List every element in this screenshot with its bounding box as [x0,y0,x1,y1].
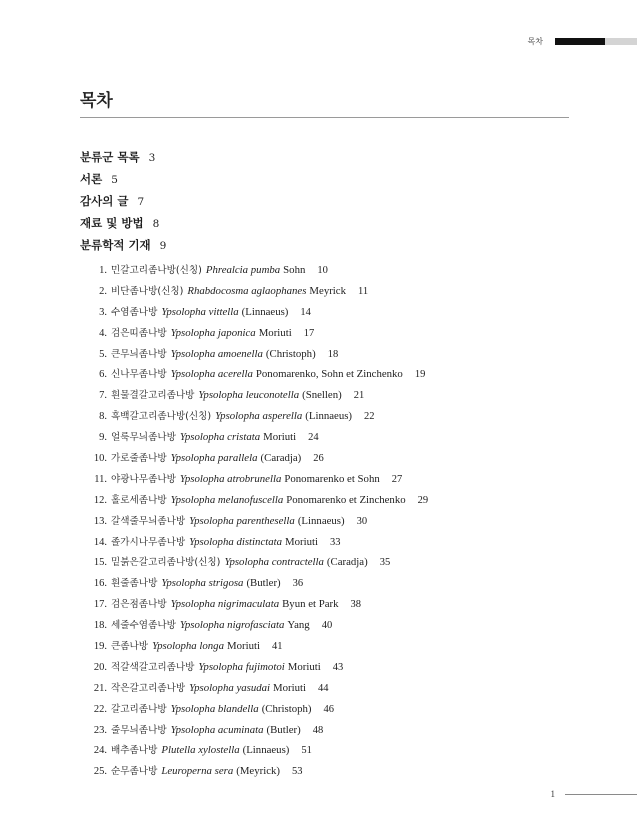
entry-author: Moriuti [287,660,321,673]
entry-scientific-name: Ypsolopha vittella [161,305,239,318]
running-header-label: 목차 [527,36,543,46]
entry-scientific-name: Ypsolopha amoenella [170,347,263,360]
entry-scientific-name: Ypsolopha japonica [170,326,256,339]
page-title: 목차 [80,91,113,111]
entry-page: 35 [379,557,391,569]
toc-entry[interactable] [80,699,580,720]
toc-entry[interactable] [80,761,580,782]
toc-entry[interactable] [80,615,580,636]
entry-page: 46 [323,703,334,715]
toc-section[interactable] [80,168,580,190]
entry-korean-name: 졸가시나무좀나방 [111,536,186,548]
toc-section[interactable] [80,146,580,168]
toc-section-title: 서론 [80,172,103,186]
entry-page: 19 [414,369,426,381]
entry-scientific-name: Ypsolopha parallela [170,452,258,465]
toc-entry[interactable] [80,448,580,469]
entry-korean-name: 배추좀나방 [111,745,158,757]
entry-korean-name: 홀로세좀나방 [111,494,167,506]
entry-number: 25. [93,766,107,778]
header-bar-light [605,38,637,45]
toc-section-title: 분류군 목록 [80,150,140,164]
toc-entry[interactable] [80,469,580,490]
toc-section-title: 재료 및 방법 [80,216,144,230]
entry-author: (Christoph) [261,702,312,715]
entry-author: (Linnaeus) [241,305,289,318]
entry-number: 12. [93,494,107,506]
entry-author: (Meyrick) [236,765,281,778]
toc-entry[interactable] [80,427,580,448]
entry-author: Moriuti [273,681,307,694]
entry-author: Ponomarenko et Sohn [284,472,380,485]
entry-author: (Linnaeus) [297,514,345,527]
toc-entry[interactable] [80,720,580,741]
entry-author: Sohn [283,264,306,276]
entry-number: 11. [94,473,107,485]
entry-author: Byun et Park [282,598,339,611]
entry-author: Moriuti [285,535,319,548]
entry-korean-name: 줄무늬좀나방 [111,724,167,736]
entry-page: 40 [321,620,333,632]
toc-entry[interactable] [80,678,580,699]
entry-author: (Snellen) [302,389,342,402]
entry-scientific-name: Ypsolopha melanofuscella [170,493,284,506]
entry-scientific-name: Ypsolopha strigosa [161,577,244,590]
toc-entry[interactable] [80,552,580,573]
toc-entry[interactable] [80,260,580,281]
toc-section-title: 분류학적 기재 [80,238,151,252]
entry-scientific-name: Ypsolopha atrobrunella [179,472,282,485]
table-of-contents [80,146,580,782]
entry-korean-name: 밑붉은갈고리좀나방(신칭) [111,557,221,569]
entry-author: Ponomarenko, Sohn et Zinchenko [255,368,403,381]
entry-page: 38 [350,599,361,611]
toc-entry[interactable] [80,344,580,365]
toc-sections [80,146,580,256]
entry-number: 10. [93,453,107,465]
entry-number: 21. [93,682,107,694]
entry-korean-name: 흰물결갈고리좀나방 [111,390,195,402]
entry-number: 3. [99,306,107,318]
entry-scientific-name: Rhabdocosma aglaophanes [187,284,307,297]
entry-number: 20. [93,661,107,673]
page-number: 1 [550,789,555,799]
entry-korean-name: 흑백갈고리좀나방(신칭) [111,411,212,423]
toc-section[interactable] [80,212,580,234]
entry-number: 18. [93,620,107,632]
entry-korean-name: 야광나무좀나방 [111,473,176,485]
entry-page: 10 [317,265,328,276]
toc-section-page: 7 [137,196,145,208]
entry-number: 22. [93,703,107,715]
entry-korean-name: 얼룩무늬좀나방 [111,432,176,444]
entry-korean-name: 갈색줄무늬좀나방 [111,515,186,527]
entry-page: 17 [303,327,315,339]
entry-scientific-name: Ypsolopha longa [152,640,224,653]
entry-author: (Caradja) [326,556,368,569]
entry-page: 26 [313,453,324,465]
entry-scientific-name: Ypsolopha fujimotoi [198,660,285,673]
entry-korean-name: 세줄수염좀나방 [111,620,176,632]
entry-author: Yang [287,619,310,632]
entry-korean-name: 순무좀나방 [111,766,158,778]
entry-scientific-name: Ypsolopha blandella [170,702,259,715]
toc-entry[interactable] [80,385,580,406]
entry-korean-name: 수염좀나방 [111,306,158,318]
entry-page: 22 [364,411,375,423]
toc-section[interactable] [80,190,580,212]
entry-number: 17. [93,599,107,611]
toc-section-page: 8 [152,218,160,230]
entry-author: (Linnaeus) [305,410,353,423]
toc-entry[interactable] [80,511,580,532]
entry-author: (Christoph) [265,347,316,360]
entry-page: 24 [308,432,319,444]
toc-section-page: 3 [148,152,156,164]
title-divider [80,117,569,118]
toc-entries [80,260,580,782]
entry-scientific-name: Ypsolopha asperella [215,410,303,423]
entry-scientific-name: Ypsolopha leuconotella [198,389,300,402]
entry-page: 44 [318,682,329,694]
entry-korean-name: 큰무늬좀나방 [111,348,167,360]
entry-page: 36 [292,578,304,590]
entry-scientific-name: Ypsolopha acerella [170,368,253,381]
footer-rule [565,794,637,795]
entry-author: Moriuti [226,640,260,653]
entry-page: 43 [332,661,344,673]
toc-section-page: 5 [111,174,118,186]
entry-korean-name: 신나무좀나방 [111,369,167,381]
entry-page: 14 [300,306,311,318]
header-bar-dark [555,38,605,45]
entry-scientific-name: Ypsolopha acuminata [170,723,264,736]
entry-number: 16. [93,578,107,590]
entry-author: (Butler) [246,577,281,590]
entry-page: 53 [292,766,303,778]
entry-korean-name: 작은갈고리좀나방 [111,682,186,694]
entry-scientific-name: Ypsolopha cristata [179,431,261,444]
entry-author: (Linnaeus) [242,744,290,757]
entry-scientific-name: Ypsolopha yasudai [189,681,271,694]
page-footer [551,789,637,799]
entry-scientific-name: Ypsolopha distinctata [189,535,283,548]
entry-author: (Butler) [266,723,301,736]
entry-number: 9. [99,432,107,444]
entry-korean-name: 갈고리좀나방 [111,703,167,715]
toc-section-page: 9 [159,240,167,252]
entry-korean-name: 검은띠좀나방 [111,327,167,339]
entry-number: 23. [93,724,107,736]
running-header [528,36,637,46]
toc-entry[interactable] [80,323,580,344]
toc-entry[interactable] [80,594,580,615]
entry-scientific-name: Ypsolopha parenthesella [189,514,295,527]
entry-number: 8. [99,411,107,423]
entry-number: 19. [93,641,107,653]
toc-entry[interactable] [80,302,580,323]
entry-korean-name: 큰좀나방 [111,641,149,653]
entry-scientific-name: Ypsolopha nigrimaculata [170,598,280,611]
entry-page: 29 [417,494,429,506]
entry-page: 51 [301,745,312,757]
toc-section[interactable] [80,234,580,256]
entry-scientific-name: Leuroperna sera [161,765,234,778]
entry-korean-name: 흰줄좀나방 [111,578,158,590]
entry-scientific-name: Plutella xylostella [161,744,240,757]
toc-entry[interactable] [80,406,580,427]
toc-entry[interactable] [80,532,580,553]
entry-page: 48 [312,724,324,736]
entry-author: Meyrick [309,284,346,297]
toc-entry[interactable] [80,281,580,302]
entry-number: 7. [99,390,107,402]
entry-page: 18 [327,348,339,360]
entry-page: 27 [391,473,403,485]
entry-author: Moriuti [263,431,297,444]
entry-number: 24. [93,745,107,757]
toc-entry[interactable] [80,573,580,594]
entry-number: 2. [99,285,107,297]
entry-korean-name: 비단좀나방(신칭) [111,285,184,297]
entry-page: 21 [353,390,365,402]
entry-korean-name: 검은점좀나방 [111,599,167,611]
toc-entry[interactable] [80,364,580,385]
entry-number: 1. [99,265,107,276]
toc-entry[interactable] [80,657,580,678]
entry-author: (Caradja) [260,452,302,465]
toc-entry[interactable] [80,636,580,657]
entry-korean-name: 적갈색갈고리좀나방 [111,661,195,673]
entry-page: 33 [330,536,341,548]
entry-number: 14. [93,536,107,548]
entry-page: 41 [271,641,283,653]
toc-entry[interactable] [80,490,580,511]
entry-scientific-name: Phrealcia pumba [205,264,281,276]
entry-number: 4. [99,327,107,339]
entry-author: Moriuti [258,326,292,339]
entry-page: 11 [358,285,369,297]
entry-scientific-name: Ypsolopha contractella [224,556,324,569]
entry-number: 15. [93,557,107,569]
toc-entry[interactable] [80,740,580,761]
toc-section-title: 감사의 글 [80,194,129,208]
entry-number: 5. [99,348,107,360]
entry-number: 13. [93,515,107,527]
entry-number: 6. [99,369,107,381]
entry-page: 30 [356,515,368,527]
entry-korean-name: 민갈고리좀나방(신칭) [111,265,202,276]
entry-scientific-name: Ypsolopha nigrofasciata [179,619,285,632]
entry-korean-name: 가로줄좀나방 [111,453,167,465]
entry-author: Ponomarenko et Zinchenko [286,493,406,506]
